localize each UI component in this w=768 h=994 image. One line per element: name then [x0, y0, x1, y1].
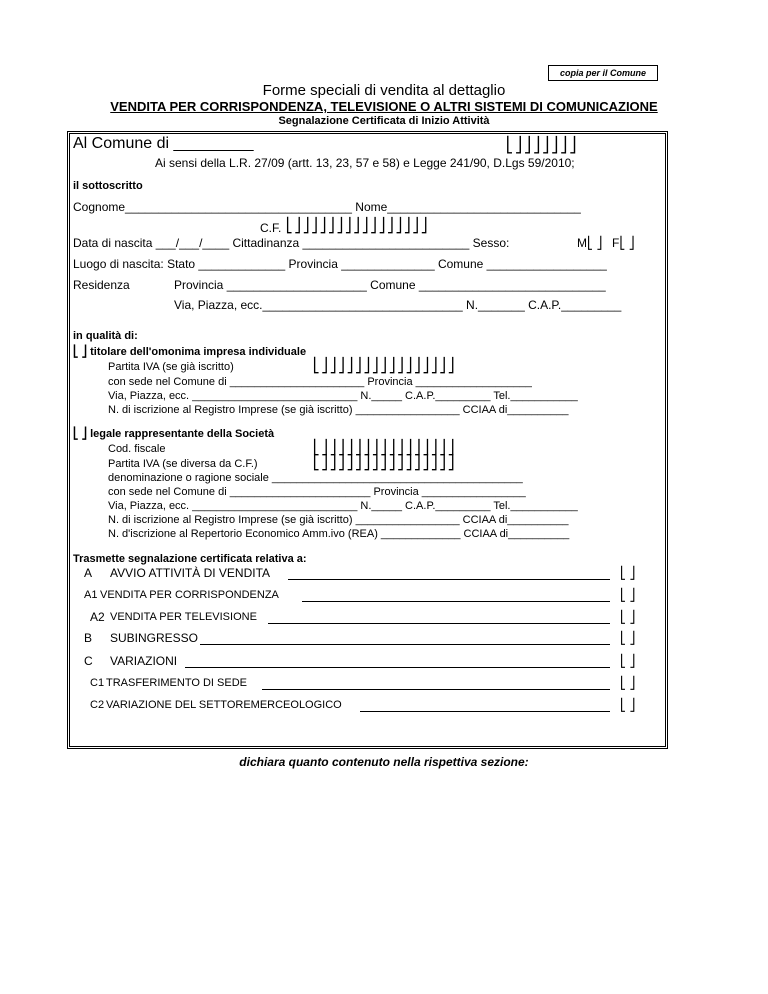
sex-f-checkbox[interactable]: F⎣ ⎦	[612, 236, 635, 250]
cognome-nome-field[interactable]: Cognome__________________________________ Nome_____________________________	[73, 200, 581, 214]
legale-piva-boxes[interactable]: ⎣⎦⎦⎦⎦⎦⎦⎦⎦⎦⎦⎦⎦⎦⎦⎦⎦	[312, 455, 456, 471]
item-c2-checkbox[interactable]: ⎣ ⎦	[620, 698, 636, 712]
legale-via-field[interactable]: Via, Piazza, ecc. ___________________________ N._____ C.A.P._________ Tel.___________	[108, 500, 578, 512]
legale-cf-label: Cod. fiscale	[108, 443, 166, 455]
comune-code-boxes[interactable]: ⎣⎦⎦⎦⎦⎦⎦⎦	[505, 136, 578, 154]
item-c-label: VARIAZIONI	[110, 654, 178, 668]
titolare-via-field[interactable]: Via, Piazza, ecc. ___________________________ N._____ C.A.P._________ Tel.___________	[108, 390, 578, 402]
item-a-code: A	[84, 566, 93, 580]
residenza-field-1[interactable]: Provincia _____________________ Comune ____________________________	[174, 278, 606, 292]
legale-rea-field[interactable]: N. d'iscrizione al Repertorio Economico Amm.ivo (REA) _____________ CCIAA di__________	[108, 528, 570, 540]
legale-piva-label: Partita IVA (se diversa da C.F.)	[108, 458, 258, 470]
item-a2-label: VENDITA PER TELEVISIONE	[110, 611, 257, 623]
nascita-field[interactable]: Data di nascita ___/___/____ Cittadinanza _________________________ Sesso:	[73, 236, 510, 250]
legale-sede-field[interactable]: con sede nel Comune di _______________________ Provincia _________________	[108, 486, 526, 498]
qualita-heading: in qualità di:	[73, 330, 138, 342]
legale-checkbox[interactable]: ⎣ ⎦ legale rappresentante della Società	[73, 428, 275, 440]
luogo-nascita-field[interactable]: Luogo di nascita: Stato _____________ Provincia ______________ Comune __________________	[73, 257, 607, 271]
cf-boxes[interactable]: ⎣⎦⎦⎦⎦⎦⎦⎦⎦⎦⎦⎦⎦⎦⎦⎦⎦	[285, 218, 429, 234]
item-c-checkbox[interactable]: ⎣ ⎦	[620, 654, 636, 668]
form-title: Forme speciali di vendita al dettaglio	[262, 82, 506, 99]
sottoscritto-label: il sottoscritto	[73, 180, 143, 192]
item-c1-checkbox[interactable]: ⎣ ⎦	[620, 676, 636, 690]
item-a1-checkbox[interactable]: ⎣ ⎦	[620, 588, 636, 602]
titolare-piva-label: Partita IVA (se già iscritto)	[108, 361, 234, 373]
copy-label: copia per il Comune	[548, 65, 658, 81]
sex-m-checkbox[interactable]: M⎣ ⎦	[577, 236, 603, 250]
residenza-label: Residenza	[73, 278, 130, 292]
item-a-checkbox[interactable]: ⎣ ⎦	[620, 566, 636, 580]
item-b-rule	[200, 644, 610, 645]
item-b-checkbox[interactable]: ⎣ ⎦	[620, 631, 636, 645]
residenza-field-2[interactable]: Via, Piazza, ecc.______________________________ N._______ C.A.P._________	[174, 298, 622, 312]
item-a1-code: A1	[84, 589, 98, 601]
item-c-rule	[185, 667, 610, 668]
cf-label: C.F.	[260, 221, 282, 235]
item-c-code: C	[84, 654, 93, 668]
item-a-rule	[288, 579, 610, 580]
item-a-label: AVVIO ATTIVITÀ DI VENDITA	[110, 566, 271, 580]
item-c1-code: C1	[90, 677, 105, 689]
trasmette-heading: Trasmette segnalazione certificata relativa a:	[73, 553, 307, 565]
item-b-code: B	[84, 631, 93, 645]
scia-label: Segnalazione Certificata di Inizio Attività	[278, 115, 490, 127]
item-a2-rule	[268, 623, 610, 624]
item-a2-code: A2	[90, 610, 105, 624]
legale-cf-boxes[interactable]: ⎣⎦⎦⎦⎦⎦⎦⎦⎦⎦⎦⎦⎦⎦⎦⎦⎦	[312, 440, 456, 456]
titolare-piva-boxes[interactable]: ⎣⎦⎦⎦⎦⎦⎦⎦⎦⎦⎦⎦⎦⎦⎦⎦⎦	[312, 358, 456, 374]
footer-note: dichiara quanto contenuto nella rispettiva sezione:	[239, 755, 529, 769]
titolare-sede-field[interactable]: con sede nel Comune di ______________________ Provincia ___________________	[108, 376, 532, 388]
item-c2-rule	[360, 711, 610, 712]
titolare-checkbox[interactable]: ⎣ ⎦ titolare dell'omonima impresa individuale	[73, 346, 307, 358]
legale-ri-field[interactable]: N. di iscrizione al Registro Imprese (se già iscritto) _________________ CCIAA di__________	[108, 514, 569, 526]
item-a1-rule	[302, 601, 610, 602]
form-subtitle: VENDITA PER CORRISPONDENZA, TELEVISIONE O ALTRI SISTEMI DI COMUNICAZIONE	[110, 99, 658, 114]
item-a1-label: VENDITA PER CORRISPONDENZA	[100, 589, 279, 601]
legale-denom-field[interactable]: denominazione o ragione sociale _________________________________________	[108, 472, 523, 484]
item-c2-code: C2	[90, 699, 105, 711]
item-a2-checkbox[interactable]: ⎣ ⎦	[620, 610, 636, 624]
item-c1-label: TRASFERIMENTO DI SEDE	[106, 677, 247, 689]
item-b-label: SUBINGRESSO	[110, 631, 199, 645]
legal-reference: Ai sensi della L.R. 27/09 (artt. 13, 23, 57 e 58) e Legge 241/90, D.Lgs 59/2010;	[155, 156, 575, 170]
item-c1-rule	[262, 689, 610, 690]
titolare-rea-field[interactable]: N. di iscrizione al Registro Imprese (se già iscritto) _________________ CCIAA di__________	[108, 404, 569, 416]
item-c2-label: VARIAZIONE DEL SETTOREMERCEOLOGICO	[106, 699, 342, 711]
comune-label: Al Comune di _________	[73, 135, 254, 152]
